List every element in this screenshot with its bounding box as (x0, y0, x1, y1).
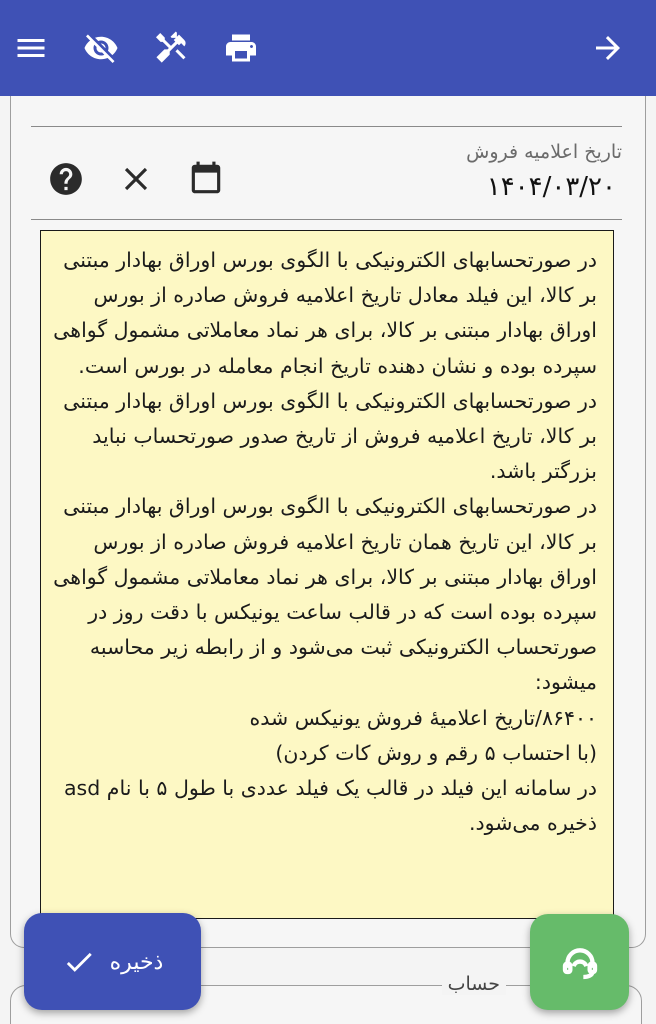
check-icon (62, 945, 96, 979)
print-icon[interactable] (219, 26, 263, 70)
help-note: (با احتساب ۵ رقم و روش کات کردن) (275, 740, 597, 765)
help-paragraph: در سامانه این فیلد در قالب یک فیلد عددی با طول ۵ با نام asd ذخیره می‌شود. (64, 776, 597, 836)
save-button[interactable] (24, 913, 201, 1010)
arrow-forward-icon[interactable] (586, 26, 630, 70)
help-text-box (40, 230, 614, 919)
help-icon[interactable] (44, 157, 88, 201)
calendar-icon[interactable] (184, 157, 228, 201)
save-button-label: ذخیره (109, 948, 164, 974)
help-paragraph: در صورتحسابهای الکترونیکی با الگوی بورس اوراق بهادار مبتنی بر کالا، این تاریخ همان تاریخ اعلامیه فروش صادره از بورس اوراق بهادار مبتنی بر کالا، برای هر نماد معاملاتی مشمول گواهی سپرده بوده است که در قالب ساعت یونیکس با دقت روز در صورتحساب الکترونیکی ثبت می‌شود و از رابطه زیر محاسبه میشود: (53, 494, 597, 695)
sale-notice-date-label: تاریخ اعلامیه فروش (466, 141, 622, 163)
tools-icon[interactable] (149, 26, 193, 70)
help-paragraph: در صورتحسابهای الکترونیکی با الگوی بورس اوراق بهادار مبتنی بر کالا، تاریخ اعلامیه فروش از تاریخ صدور صورتحساب نباید بزرگتر باشد. (63, 388, 597, 484)
help-formula: ۸۶۴۰۰/تاریخ اعلامیهٔ فروش یونیکس شده (249, 705, 597, 730)
sale-notice-date-input[interactable]: ۱۴۰۴/۰۳/۲۰ (486, 172, 616, 202)
support-button[interactable] (530, 914, 629, 1010)
app-bar (0, 0, 656, 96)
support-agent-icon (560, 942, 600, 982)
divider-field (31, 219, 622, 220)
eye-off-icon[interactable] (79, 26, 123, 70)
divider-top (31, 126, 622, 127)
help-paragraph: در صورتحسابهای الکترونیکی با الگوی بورس اوراق بهادار مبتنی بر کالا، این فیلد معادل تاریخ اعلامیه فروش صادره از بورس اوراق بهادار مبتنی بر کالا، برای هر نماد معاملاتی مشمول گواهی سپرده بوده و نشان دهنده تاریخ انجام معامله در بورس است. (53, 248, 597, 378)
menu-icon[interactable] (9, 26, 53, 70)
account-section-label: حساب (442, 973, 506, 995)
clear-icon[interactable] (114, 157, 158, 201)
